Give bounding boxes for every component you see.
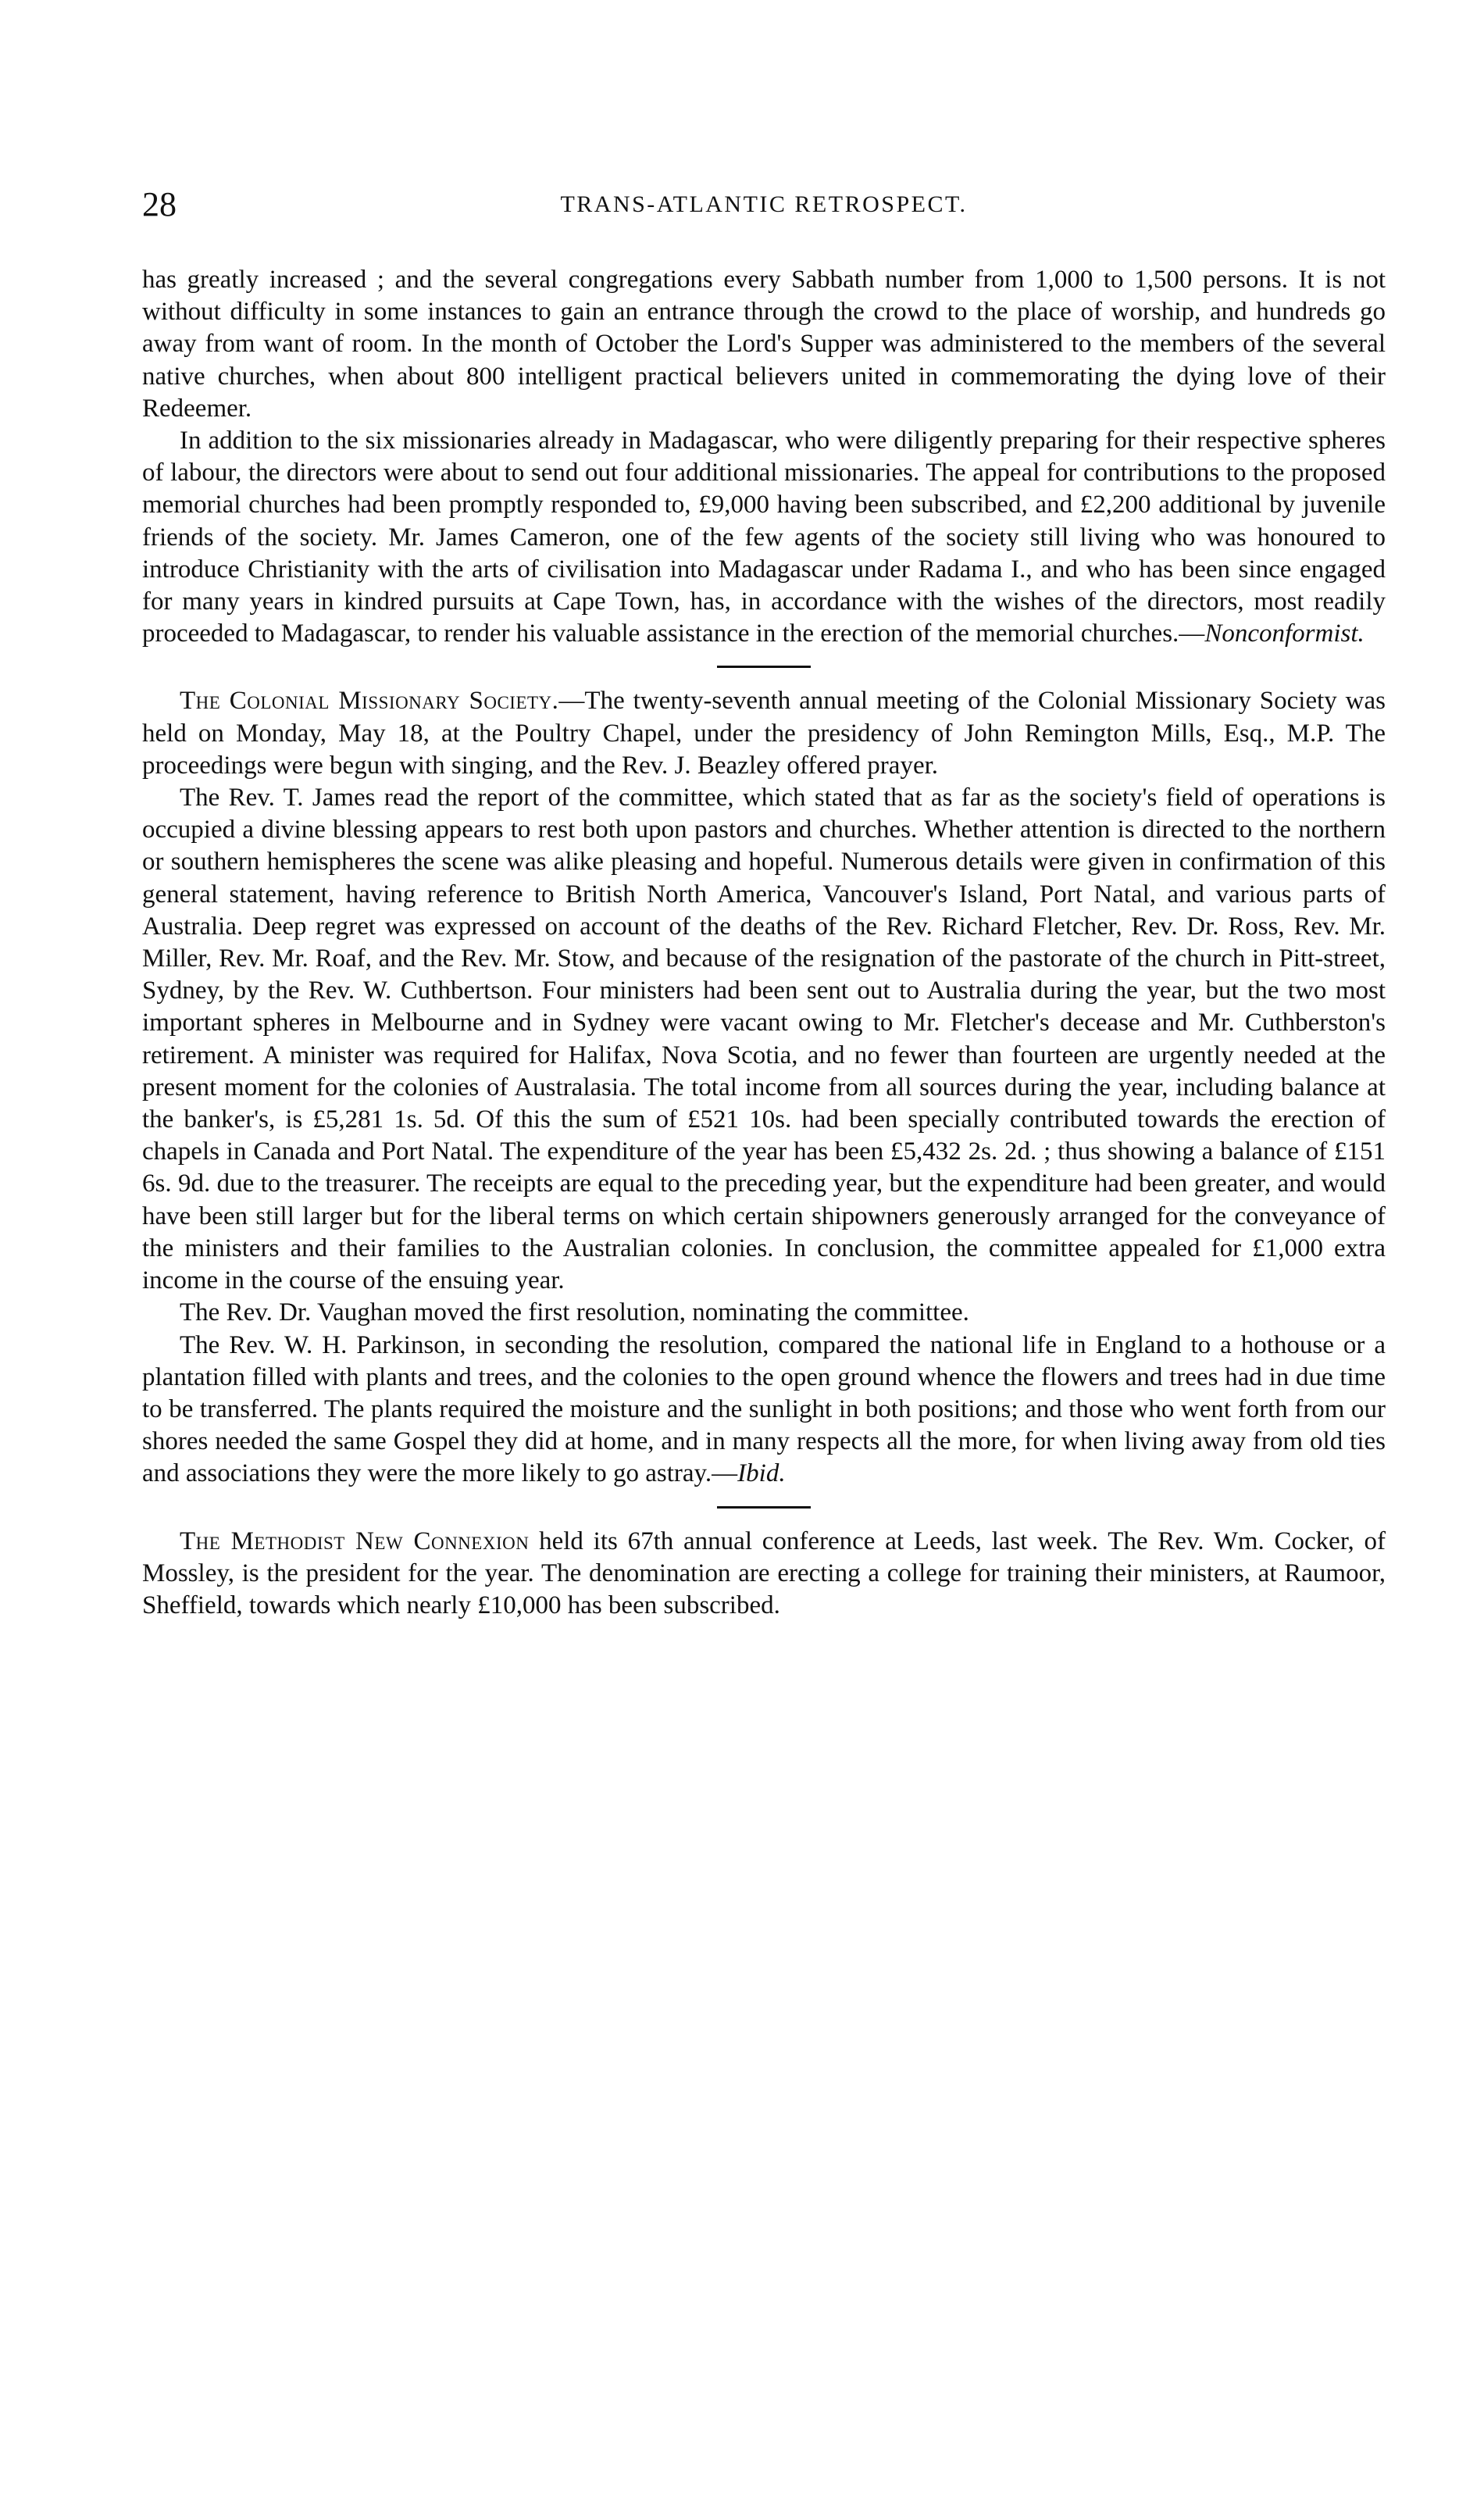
madagascar-section (142, 264, 1386, 650)
page-number: 28 (142, 185, 177, 223)
paragraph (142, 1526, 1386, 1623)
paragraph: The Rev. T. James read the report of the committee, which stated that as far as the society's field of operations is occupied a divine blessing appears to rest both upon pastors and churches. Whether attention is directed to the northern or southern hemispheres the scene was alike pleasing and hopeful. Numerous details were given in confirmation of this general statement, having reference to British North America, Vancouver's Island, Port Natal, and various parts of Australia. Deep regret was expressed on account of the deaths of the Rev. Richard Fletcher, Rev. Dr. Ross, Rev. Mr. Miller, Rev. Mr. Roaf, and the Rev. Mr. Stow, and because of the resignation of the pastorate of the church in Pitt-street, Sydney, by the Rev. W. Cuthbertson. Four ministers had been sent out to Australia during the year, but the two most important spheres in Melbourne and in Sydney were vacant owing to Mr. Fletcher's decease and Mr. Cuthberston's retirement. A minister was required for Halifax, Nova Scotia, and no fewer than fourteen are urgently needed at the present moment for the colonies of Australasia. The total income from all sources during the year, including balance at the banker's, is £5,281 1s. 5d. Of this the sum of £521 10s. had been specially contributed towards the erection of chapels in Canada and Port Natal. The expenditure of the year has been £5,432 2s. 2d. ; thus showing a balance of £151 6s. 9d. due to the treasurer. The receipts are equal to the preceding year, but the expenditure had been greater, and would have been still larger but for the liberal terms on which certain shipowners generously arranged for the conveyance of the ministers and their families to the Australian colonies. In conclusion, the committee appealed for £1,000 extra income in the course of the ensuing year. (142, 784, 1386, 1295)
page-header (142, 181, 1386, 228)
paragraph (142, 685, 1386, 782)
section-heading: The Methodist New Connexion (180, 1526, 530, 1555)
paragraph: The Rev. Dr. Vaughan moved the first resolution, nominating the committee. (180, 1298, 969, 1327)
section-divider (717, 666, 811, 668)
section-heading: The Colonial Missionary Society. (180, 687, 559, 716)
paragraph (142, 1330, 1386, 1491)
section-divider (717, 1506, 811, 1509)
source-citation: Ibid. (737, 1459, 786, 1488)
source-citation: Nonconformist. (1204, 620, 1364, 648)
body-text (142, 264, 1386, 1622)
paragraph-text: The Rev. W. H. Parkinson, in seconding the resolution, compared the national life in England to a hothouse or a plantation filled with plants and trees, and the colonies to the open ground whence the flowers and trees had in due time to be transferred. The plants required the moisture and the sunlight in both positions; and those who went forth from our shores needed the same Gospel they did at home, and in many respects all the more, for when living away from old ties and associations they were the more likely to go astray.— (142, 1330, 1386, 1488)
paragraph-text: held its 67th annual conference at Leeds, last week. The Rev. Wm. Cocker, of Mossley, is the president for the year. The denomination are erecting a college for training their ministers, at Raumoor, Sheffield, towards which nearly £10,000 has been subscribed. (142, 1526, 1386, 1619)
paragraph (142, 425, 1386, 650)
paragraph-text: —The twenty-seventh annual meeting of the Colonial Missionary Society was held on Monday, May 18, at the Poultry Chapel, under the presidency of John Remington Mills, Esq., M.P. The proceedings were begun with singing, and the Rev. J. Beazley offered prayer. (142, 687, 1386, 780)
colonial-missionary-section (142, 685, 1386, 1490)
running-title: TRANS-ATLANTIC RETROSPECT. (560, 191, 968, 217)
paragraph-text: In addition to the six missionaries already in Madagascar, who were diligently preparing for their respective spheres of labour, the directors were about to send out four additional missionaries. The appeal for contributions to the proposed memorial churches had been promptly responded to, £9,000 having been subscribed, and £2,200 additional by juvenile friends of the society. Mr. James Cameron, one of the few agents of the society still living who was honoured to introduce Christianity with the arts of civilisation into Madagascar under Radama I., and who has been since engaged for many years in kindred pursuits at Cape Town, has, in accordance with the wishes of the directors, most readily proceeded to Madagascar, to render his valuable assistance in the erection of the memorial churches.— (142, 427, 1386, 648)
paragraph: has greatly increased ; and the several congregations every Sabbath number from 1,000 to 1,500 persons. It is not without difficulty in some instances to gain an entrance through the crowd to the place of worship, and hundreds go away from want of room. In the month of October the Lord's Supper was administered to the members of the several native churches, when about 800 intelligent practical believers united in commemorating the dying love of their Redeemer. (142, 266, 1386, 423)
methodist-section (142, 1526, 1386, 1623)
